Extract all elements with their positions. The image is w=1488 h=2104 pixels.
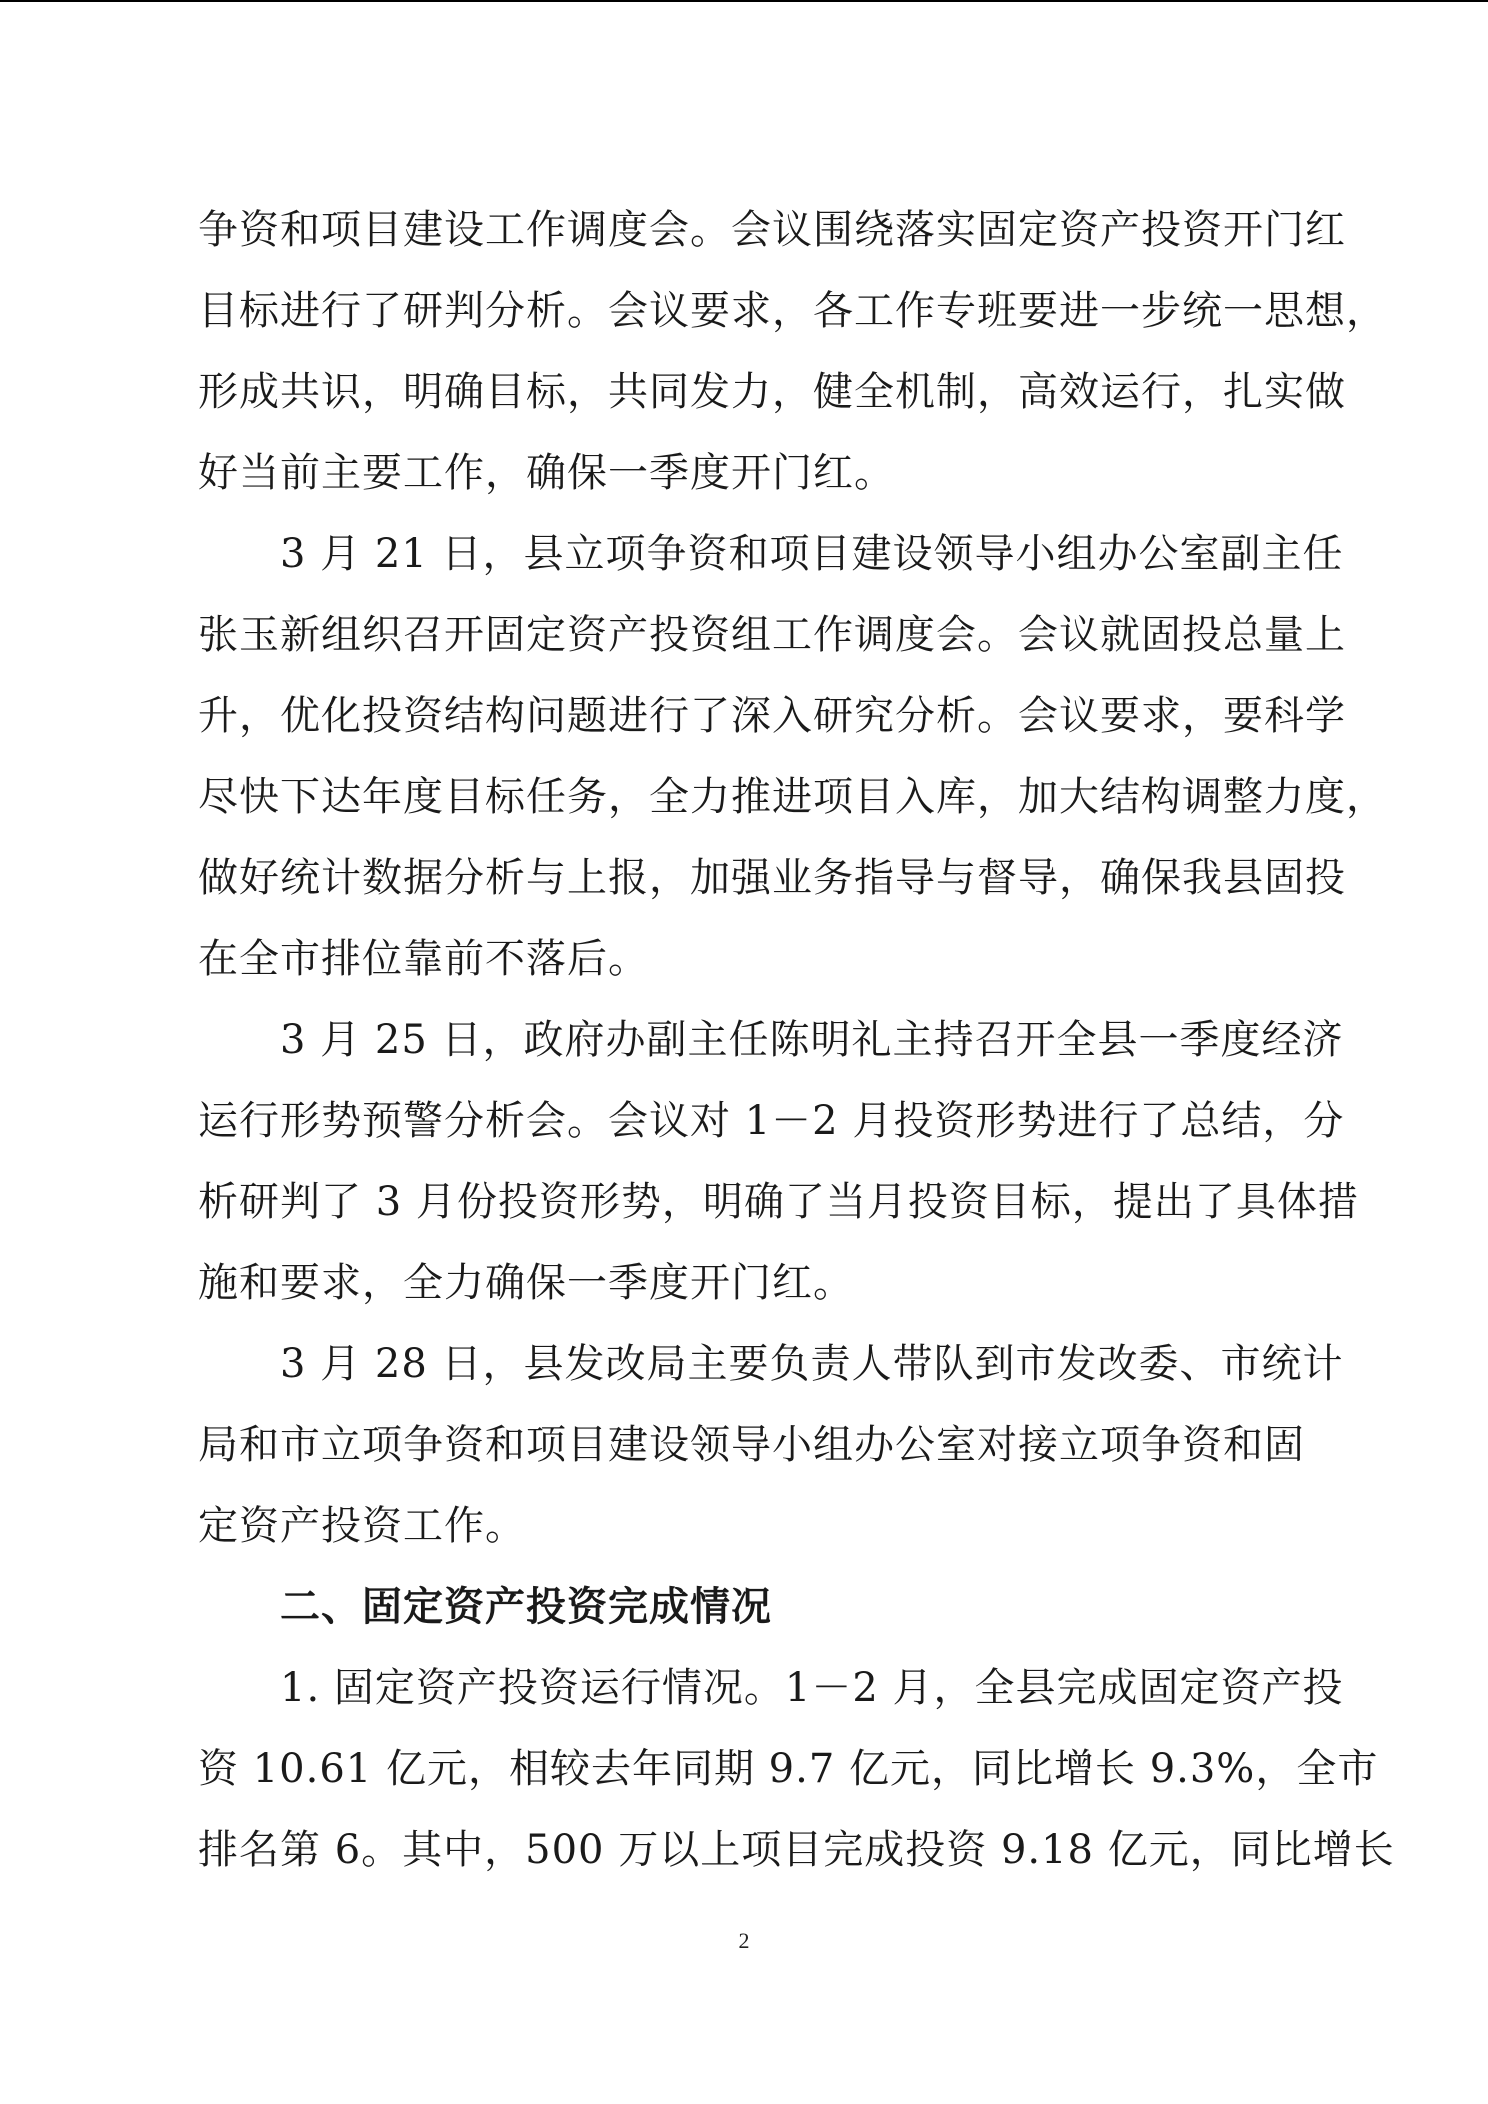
section-heading: 二、固定资产投资完成情况 bbox=[280, 1584, 772, 1630]
text-line: 目标进行了研判分析。会议要求，各工作专班要进一步统一思想， bbox=[198, 288, 1387, 334]
page-top-border bbox=[0, 0, 1488, 2]
text-line: 升，优化投资结构问题进行了深入研究分析。会议要求，要科学 bbox=[198, 693, 1346, 739]
page-number: 2 bbox=[738, 1928, 750, 1953]
text-line: 做好统计数据分析与上报，加强业务指导与督导，确保我县固投 bbox=[198, 855, 1346, 901]
text-line: 3 月 21 日，县立项争资和项目建设领导小组办公室副主任 bbox=[280, 531, 1344, 577]
text-line: 张玉新组织召开固定资产投资组工作调度会。会议就固投总量上 bbox=[198, 612, 1346, 658]
text-line: 在全市排位靠前不落后。 bbox=[198, 936, 649, 982]
text-line: 排名第 6。其中，500 万以上项目完成投资 9.18 亿元，同比增长 bbox=[198, 1827, 1395, 1873]
text-line: 形成共识，明确目标，共同发力，健全机制，高效运行，扎实做 bbox=[198, 369, 1346, 415]
paragraph-march-21 bbox=[198, 514, 1387, 1000]
text-line: 运行形势预警分析会。会议对 1－2 月投资形势进行了总结，分 bbox=[198, 1098, 1345, 1144]
text-line: 施和要求，全力确保一季度开门红。 bbox=[198, 1260, 854, 1306]
text-line: 好当前主要工作，确保一季度开门红。 bbox=[198, 450, 895, 496]
paragraph-march-25 bbox=[198, 1000, 1359, 1324]
text-line: 尽快下达年度目标任务，全力推进项目入库，加大结构调整力度， bbox=[198, 774, 1387, 820]
text-line: 争资和项目建设工作调度会。会议围绕落实固定资产投资开门红 bbox=[198, 207, 1346, 253]
text-line: 析研判了 3 月份投资形势，明确了当月投资目标，提出了具体措 bbox=[198, 1179, 1359, 1225]
text-line: 定资产投资工作。 bbox=[198, 1503, 526, 1549]
text-line: 3 月 25 日，政府办副主任陈明礼主持召开全县一季度经济 bbox=[280, 1017, 1344, 1063]
paragraph-meeting-summary bbox=[198, 190, 1387, 514]
paragraph-march-28 bbox=[198, 1324, 1344, 1567]
text-line: 1. 固定资产投资运行情况。1－2 月，全县完成固定资产投 bbox=[280, 1665, 1344, 1711]
document-body bbox=[198, 190, 1395, 1891]
text-line: 资 10.61 亿元，相较去年同期 9.7 亿元，同比增长 9.3%，全市 bbox=[198, 1746, 1379, 1792]
text-line: 局和市立项争资和项目建设领导小组办公室对接立项争资和固 bbox=[198, 1422, 1305, 1468]
paragraph-investment-status bbox=[198, 1648, 1395, 1891]
text-line: 3 月 28 日，县发改局主要负责人带队到市发改委、市统计 bbox=[280, 1341, 1344, 1387]
